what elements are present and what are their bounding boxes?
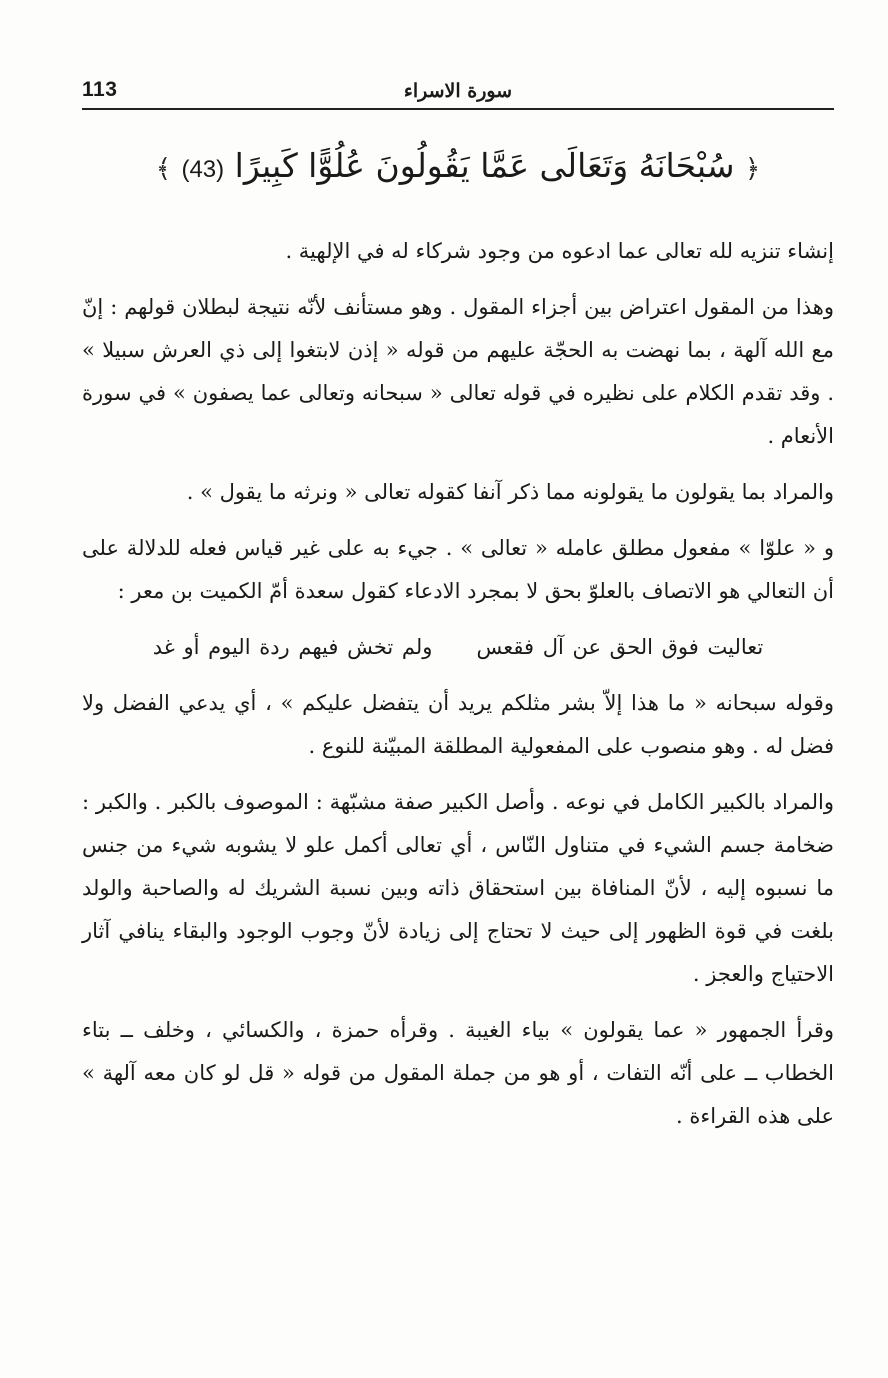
quran-verse [82,134,834,198]
paragraph: والمراد بما يقولون ما يقولونه مما ذكر آنفا كقوله تعالى « ونرثه ما يقول » . [186,480,834,504]
verse-open-bracket: ﴿ [745,154,761,184]
poetry-line [82,626,834,669]
poetry-second-hemistich: ولم تخش فيهم ردة اليوم أو غد [152,635,433,659]
commentary-text [82,230,834,1151]
paragraph: و « علوّا » مفعول مطلق عامله « تعالى » . جيء به على غير قياس فعله للدلالة على أن التعالي هو الاتصاف بالعلوّ بحق لا بمجرد الادعاء كقول سعدة أمّ الكميت بن معر : [82,536,834,603]
poetry-first-hemistich: تعاليت فوق الحق عن آل فقعس [476,635,764,659]
page-number: 113 [82,78,118,101]
header-divider [82,108,834,110]
verse-text: سُبْحَانَهُ وَتَعَالَى عَمَّا يَقُولُونَ عُلُوًّا كَبِيرًا [234,146,735,185]
verse-close-bracket: ﴾ [155,154,171,184]
surah-title: سورة الاسراء [403,80,513,102]
paragraph: إنشاء تنزيه لله تعالى عما ادعوه من وجود شركاء له في الإلهية . [285,239,834,263]
paragraph: وقرأ الجمهور « عما يقولون » بياء الغيبة . وقرأه حمزة ، والكسائي ، وخلف ــ بتاء الخطاب ــ على أنّه التفات ، أو هو من جملة المقول من قوله « قل لو كان معه آلهة » على هذه القراءة . [82,1018,834,1128]
paragraph: وهذا من المقول اعتراض بين أجزاء المقول . وهو مستأنف لأنّه نتيجة لبطلان قولهم : إنّ مع الله آلهة ، بما نهضت به الحجّة عليهم من قوله « إذن لابتغوا إلى ذي العرش سبيلا » . وقد تقدم الكلام على نظيره في قوله تعالى « سبحانه وتعالى عما يصفون » في سورة الأنعام . [82,295,834,448]
paragraph: والمراد بالكبير الكامل في نوعه . وأصل الكبير صفة مشبّهة : الموصوف بالكبر . والكبر : ضخامة جسم الشيء في متناول النّاس ، أي تعالى أكمل علو لا يشوبه شيء من جنس ما نسبوه إليه ، لأنّ المنافاة بين استحقاق ذاته وبين نسبة الشريك له والصاحبة والولد بلغت في قوة الظهور إلى حيث لا تحتاج إلى زيادة لأنّ وجوب الوجود والبقاء ينافي آثار الاحتياج والعجز . [82,790,834,986]
verse-number: (43) [181,156,225,183]
running-header [82,74,834,106]
paragraph: وقوله سبحانه « ما هذا إلاّ بشر مثلكم يريد أن يتفضل عليكم » ، أي يدعي الفضل ولا فضل له . وهو منصوب على المفعولية المطلقة المبيّنة للنوع . [82,691,834,758]
